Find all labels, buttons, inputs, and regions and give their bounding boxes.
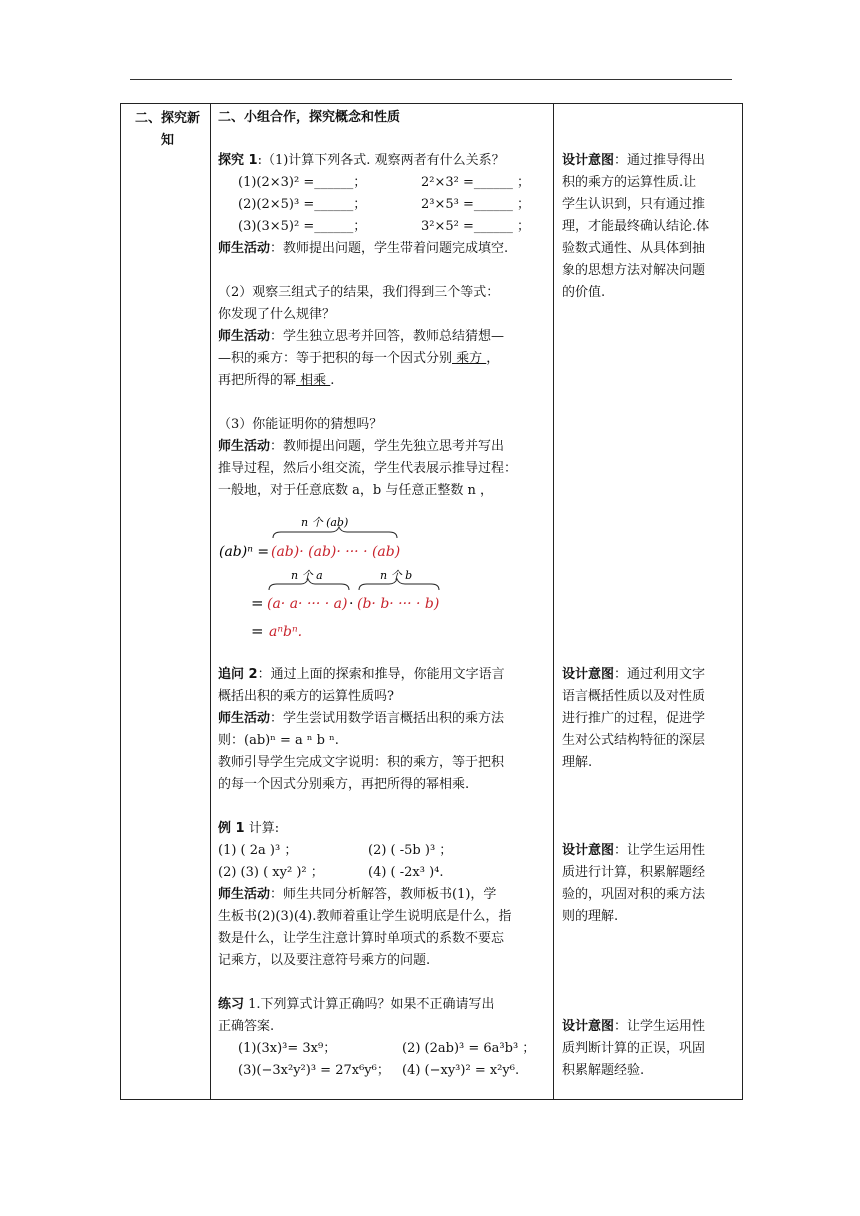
intent1-text: ：通过推导得出 xyxy=(614,153,706,168)
activity5-line3: 数是什么，让学生注意计算时单项式的系数不要忘 xyxy=(218,931,505,946)
activity2-text: ：学生独立思考并回答，教师总结猜想— xyxy=(270,329,505,344)
calc-row xyxy=(238,172,558,194)
activity5-line4: 记乘方，以及要注意符号乘方的问题. xyxy=(218,953,431,968)
intent2-line: 进行推广的过程，促进学 xyxy=(562,711,706,726)
deriv-brace2b-label: n 个 b xyxy=(380,569,413,582)
intent2-line xyxy=(562,664,705,686)
intent4-line: 质判断计算的正误，巩固 xyxy=(562,1041,706,1056)
derivation-figure xyxy=(217,516,457,642)
example-item: (1) ( 2a )³ ； xyxy=(218,843,298,858)
q2-line2: 你发现了什么规律？ xyxy=(218,307,336,322)
deriv-brace1-label: n 个 (ab) xyxy=(301,516,349,529)
activity-label: 师生活动 xyxy=(218,439,271,454)
q3-line: （3）你能证明你的猜想吗？ xyxy=(218,417,383,432)
activity5-text: ：师生共同分析解答，教师板书(1)，学 xyxy=(270,887,497,902)
practice-item: (1)(3x)³= 3x⁹； xyxy=(238,1041,337,1056)
intent4-line: 积累解题经验. xyxy=(562,1063,645,1078)
explore1-label: 探究 1 xyxy=(218,153,258,168)
deriv-row1: (ab)· (ab)· ··· · (ab) xyxy=(271,544,401,560)
deriv-row3: aⁿbⁿ. xyxy=(269,624,303,640)
intent1-line: 验数式通性、从具体到抽 xyxy=(562,241,706,256)
deriv-row2b: (b· b· ··· · b) xyxy=(357,596,440,612)
calc-left: (3)(3×5)² =______； xyxy=(238,219,367,234)
intent1-line: 的价值. xyxy=(562,285,606,300)
example-item: (4) ( -2x³ )⁴. xyxy=(368,865,444,880)
practice-item: (4) (−xy³)² = x²y⁶. xyxy=(402,1063,520,1078)
activity4-text: ：学生尝试用数学语言概括出积的乘方法 xyxy=(270,711,505,726)
intent2-text: ：通过利用文字 xyxy=(614,667,706,682)
lesson-table xyxy=(120,103,743,1100)
content-heading: 二、小组合作，探究概念和性质 xyxy=(218,110,401,125)
deriv-brace2a-label: n 个 a xyxy=(291,569,323,582)
calc-right: 2³×5³ =______ ； xyxy=(421,197,531,212)
intent3-line: 验的，巩固对积的乘方法 xyxy=(562,887,706,902)
activity2-text: 再把所得的幂 xyxy=(218,373,297,388)
activity2-line2 xyxy=(218,348,499,370)
intent4-line xyxy=(562,1016,705,1038)
deriv-row2dot: · xyxy=(349,596,354,612)
calc-right: 2²×3² =______ ； xyxy=(421,175,531,190)
practice-line2: 正确答案. xyxy=(218,1019,275,1034)
activity4-line4: 的每一个因式分别乘方，再把所得的幂相乘. xyxy=(218,777,470,792)
activity4-line1 xyxy=(218,708,504,730)
intent1-line: 学生认识到，只有通过推 xyxy=(562,197,706,212)
activity3-text: ：教师提出问题，学生先独立思考并写出 xyxy=(270,439,505,454)
explore1-text: :（1)计算下列各式. 观察两者有什么关系？ xyxy=(257,153,505,168)
intent3-line xyxy=(562,840,705,862)
practice-text: 1.下列算式计算正确吗？如果不正确请写出 xyxy=(244,997,495,1012)
activity3-line1 xyxy=(218,436,504,458)
deriv-row2a: (a· a· ··· · a) xyxy=(267,596,348,612)
intent-label: 设计意图 xyxy=(562,843,615,858)
activity2-line1 xyxy=(218,326,504,348)
practice-row xyxy=(238,1038,553,1060)
intent1-line: 象的思想方法对解决问题 xyxy=(562,263,706,278)
activity2-text: —积的乘方：等于把积的每一个因式分别 xyxy=(218,351,453,366)
deriv-lhs: (ab)ⁿ = xyxy=(219,544,270,560)
calc-row xyxy=(238,216,558,238)
practice-item: (3)(−3x²y²)³ = 27x⁶y⁶； xyxy=(238,1063,390,1078)
practice-row xyxy=(238,1060,553,1082)
intent2-line: 语言概括性质以及对性质 xyxy=(562,689,706,704)
blank-multiply: 相乘 xyxy=(296,373,331,388)
intent1-line: 理，才能最终确认结论.体 xyxy=(562,219,710,234)
intent-label: 设计意图 xyxy=(562,153,615,168)
example-line xyxy=(218,818,279,840)
followup-line2: 概括出积的乘方的运算性质吗? xyxy=(218,689,394,704)
practice-item: (2) (2ab)³ = 6a³b³ ； xyxy=(402,1041,536,1056)
example-row xyxy=(218,862,538,884)
intent3-text: ：让学生运用性 xyxy=(614,843,706,858)
intent2-line: 生对公式结构特征的深层 xyxy=(562,733,706,748)
activity-label: 师生活动 xyxy=(218,711,271,726)
activity-label: 师生活动 xyxy=(218,329,271,344)
q2-line1: （2）观察三组式子的结果，我们得到三个等式： xyxy=(218,285,500,300)
blank-power: 乘方 xyxy=(452,351,487,366)
activity5-line2: 生板书(2)(3)(4).教师着重让学生说明底是什么，指 xyxy=(218,909,512,924)
practice-label: 练习 xyxy=(218,997,245,1012)
calc-right: 3²×5² =______ ； xyxy=(421,219,531,234)
example-row xyxy=(218,840,538,862)
example-text: 计算: xyxy=(244,821,280,836)
activity3-line3: 一般地，对于任意底数 a，b 与任意正整数 n ， xyxy=(218,483,493,498)
intent3-line: 质进行计算，积累解题经 xyxy=(562,865,706,880)
activity1-text: ：教师提出问题，学生带着问题完成填空. xyxy=(270,241,509,256)
calc-row xyxy=(238,194,558,216)
intent2-line: 理解. xyxy=(562,755,593,770)
intent1-line xyxy=(562,150,705,172)
activity-label: 师生活动 xyxy=(218,887,271,902)
example-item: (2) ( -5b )³ ； xyxy=(368,843,453,858)
example-item: (2) (3) ( xy² )² ； xyxy=(218,865,324,880)
section-title: 二、探究新知 xyxy=(134,111,200,148)
activity3-line2: 推导过程，然后小组交流，学生代表展示推导过程： xyxy=(218,461,518,476)
followup-label: 追问 2 xyxy=(218,667,258,682)
header-rule xyxy=(130,79,732,80)
intent-cell xyxy=(554,104,743,1100)
intent-label: 设计意图 xyxy=(562,1019,615,1034)
practice-line1 xyxy=(218,994,495,1016)
intent1-line: 积的乘方的运算性质.让 xyxy=(562,175,697,190)
content-cell xyxy=(211,104,554,1100)
intent-label: 设计意图 xyxy=(562,667,615,682)
activity4-line2: 则：(ab)ⁿ = a ⁿ b ⁿ. xyxy=(218,733,339,748)
calc-left: (1)(2×3)² =______； xyxy=(238,175,367,190)
activity2-text: ， xyxy=(486,351,500,366)
deriv-eq3: = xyxy=(251,622,264,640)
activity4-line3: 教师引导学生完成文字说明：积的乘方，等于把积 xyxy=(218,755,505,770)
intent3-line: 则的理解. xyxy=(562,909,619,924)
example-label: 例 1 xyxy=(218,821,245,836)
followup-text: ：通过上面的探索和推导，你能用文字语言 xyxy=(257,667,505,682)
brace2a xyxy=(269,579,349,590)
section-cell xyxy=(121,104,211,1100)
calc-left: (2)(2×5)³ =______； xyxy=(238,197,367,212)
intent4-text: ：让学生运用性 xyxy=(614,1019,706,1034)
followup-line1 xyxy=(218,664,505,686)
activity-label: 师生活动 xyxy=(218,241,271,256)
deriv-eq2: = xyxy=(251,594,264,612)
activity2-line3 xyxy=(218,370,334,392)
activity2-text: . xyxy=(330,373,335,388)
activity5-line1 xyxy=(218,884,496,906)
activity1-line xyxy=(218,238,508,260)
explore1-line xyxy=(218,150,505,172)
